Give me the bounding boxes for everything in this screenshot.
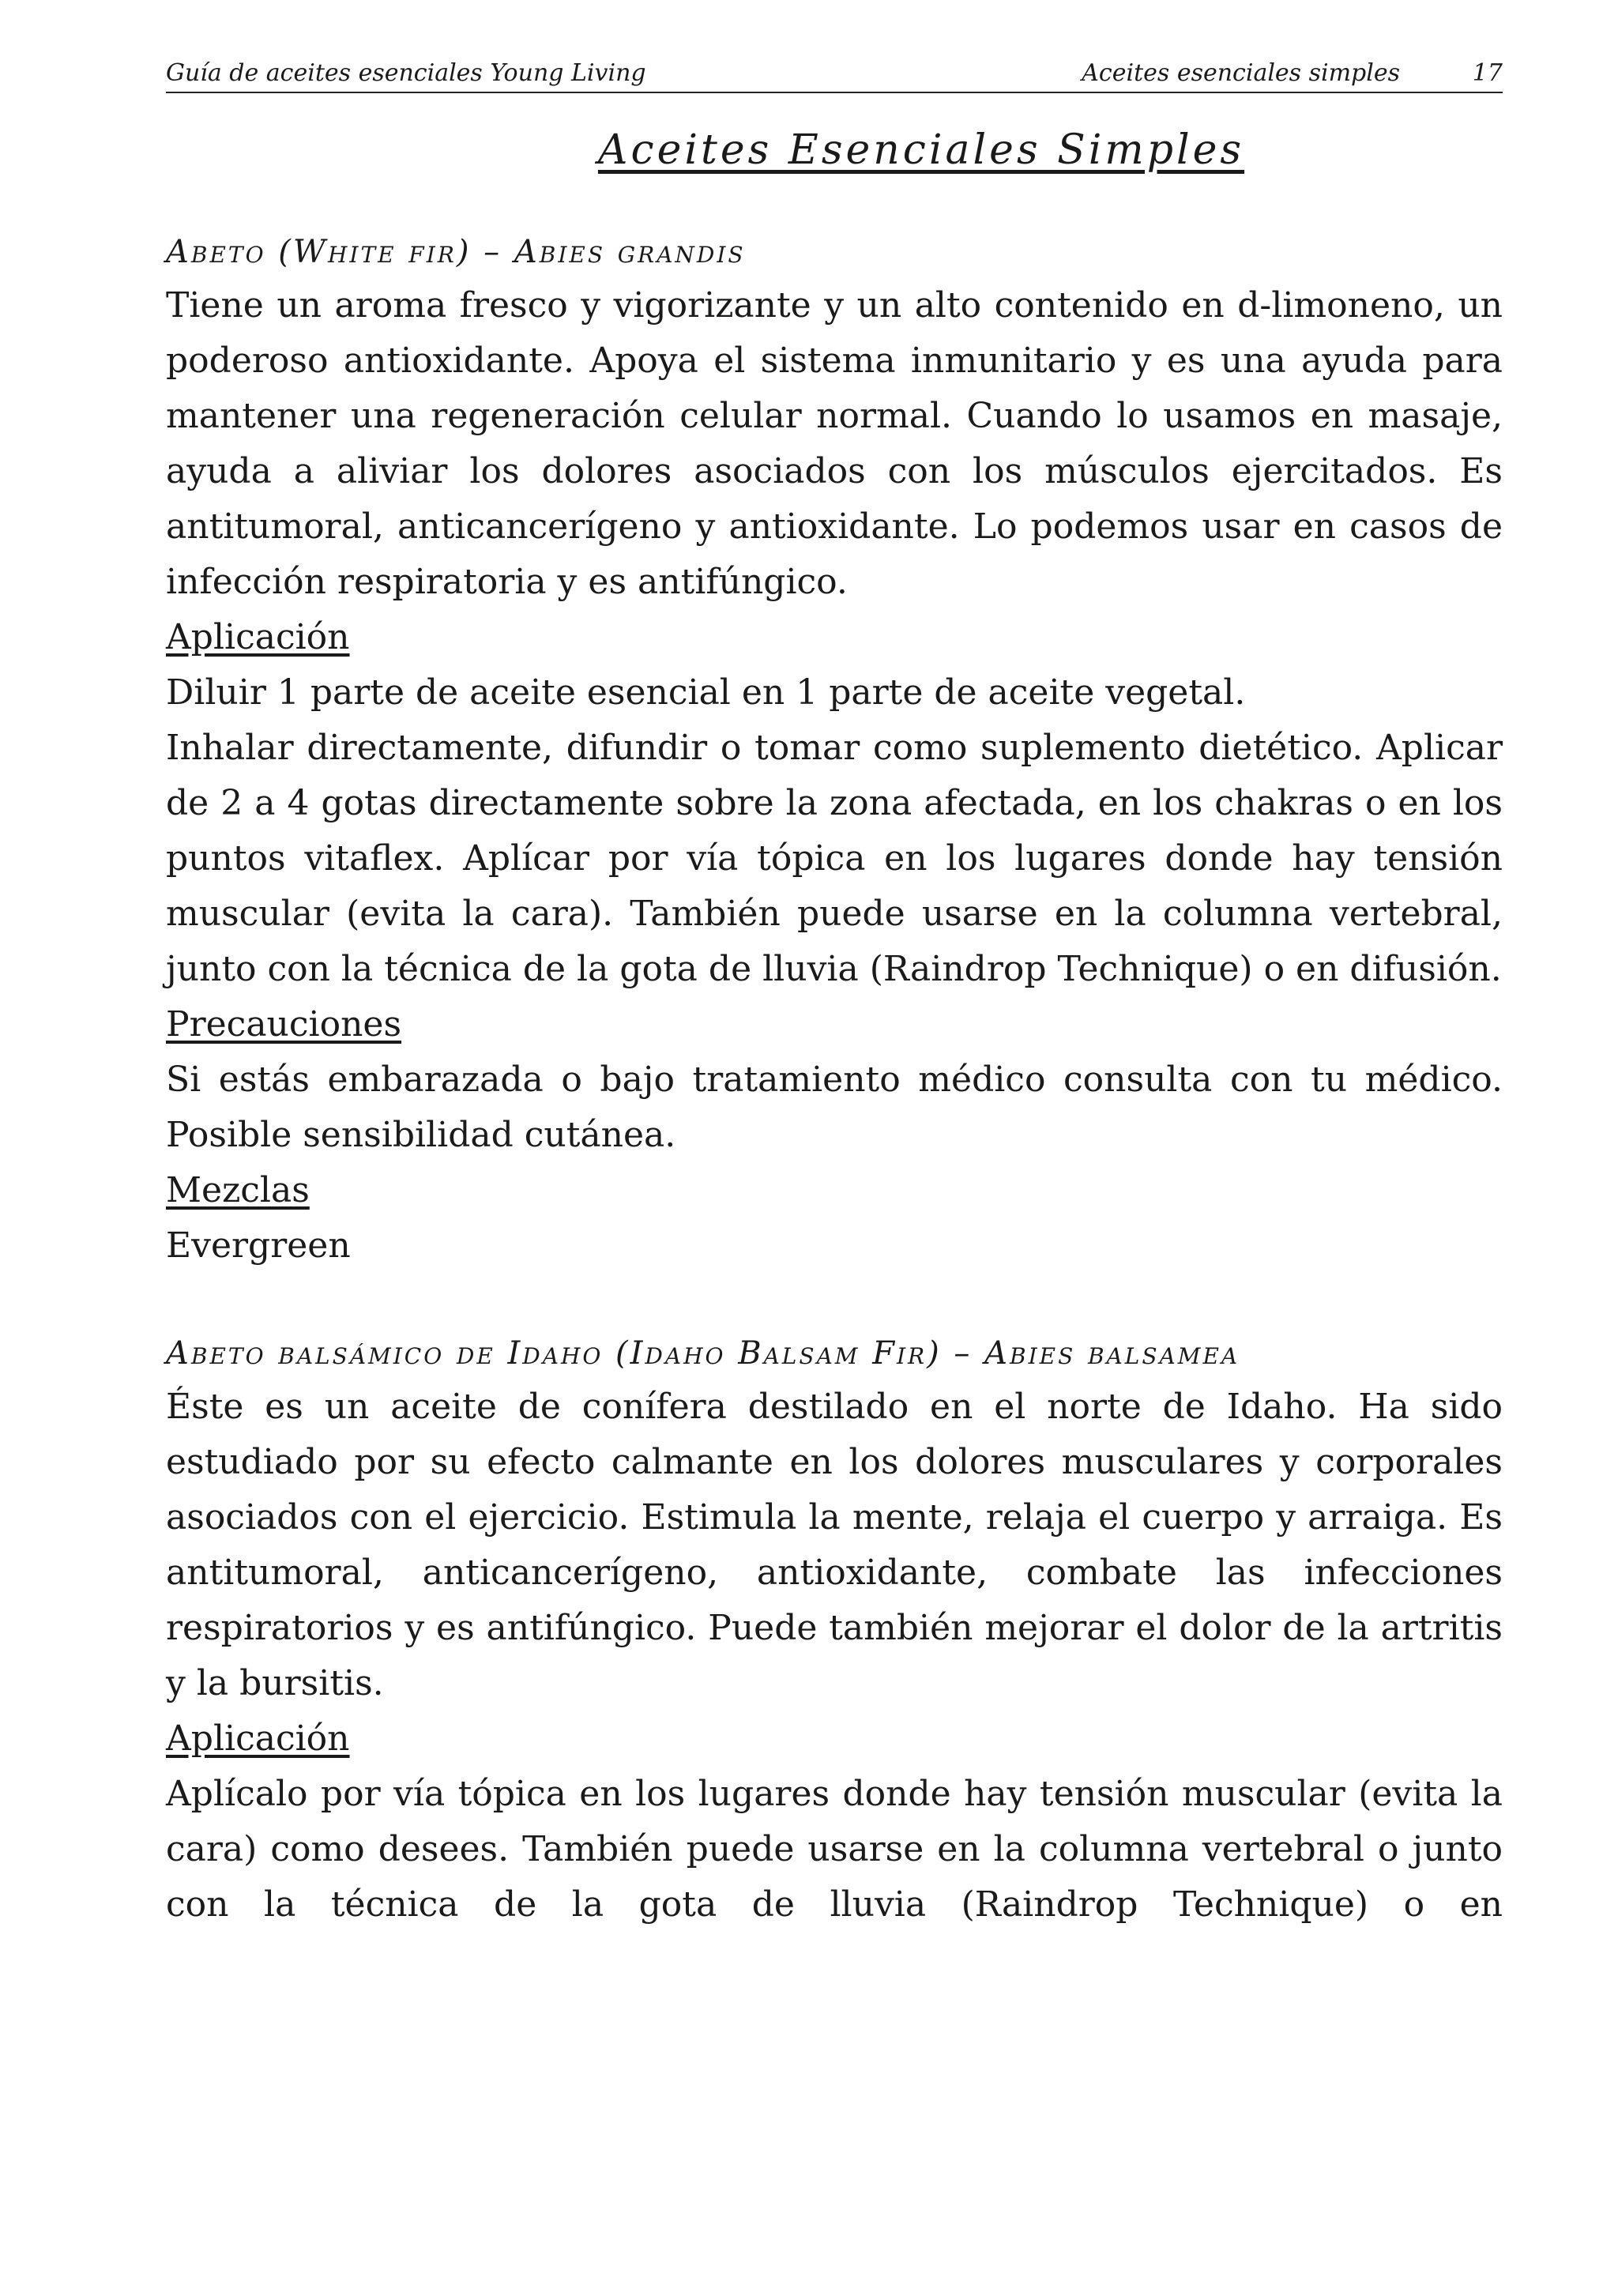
running-header bbox=[166, 55, 1503, 93]
entry-description: Éste es un aceite de conífera destilado en el norte de Idaho. Ha sido estudiado por su efecto calmante en los dolores musculares y corporales asociados con el ejercicio. Estimula la mente, relaja el cuerpo y arraiga. Es antitumoral, anticancerígeno, antioxidante, combate las infecciones respiratorios y es antifúngico. Puede también mejorar el dolor de la artritis y la bursitis. bbox=[166, 1387, 1503, 1703]
aplicacion-text-1: Aplícalo por vía tópica en los lugares donde hay tensión muscular (evita la cara) como desees. También puede usarse en la columna vertebral o junto con la técnica de la gota de lluvia (Raindrop Technique) o en bbox=[166, 1774, 1503, 1925]
header-section-title: Aceites esenciales simples bbox=[1082, 59, 1400, 87]
header-book-title: Guía de aceites esenciales Young Living bbox=[166, 59, 646, 87]
aplicacion-text-2: Inhalar directamente, difundir o tomar como suplemento dietético. Aplicar de 2 a 4 gotas directamente sobre la zona afectada, en los chakras o en los puntos vitaflex. Aplícar por vía tópica en los lugares donde hay tensión muscular (evita la cara). También puede usarse en la columna vertebral, junto con la técnica de la gota de lluvia (Raindrop Technique) o en difusión. bbox=[166, 728, 1503, 989]
oil-entry-abeto-balsamico bbox=[166, 1327, 1503, 1933]
aplicacion-subheading: Aplicación bbox=[166, 617, 350, 657]
aplicacion-text-1: Diluir 1 parte de aceite esencial en 1 parte de aceite vegetal. bbox=[166, 672, 1246, 713]
precauciones-subheading: Precauciones bbox=[166, 1004, 402, 1044]
entry-heading: Abeto balsámico de Idaho (Idaho Balsam Fir) – Abies balsamea bbox=[166, 1335, 1240, 1372]
document-page bbox=[166, 55, 1503, 1933]
aplicacion-subheading: Aplicación bbox=[166, 1718, 350, 1759]
oil-entry-abeto bbox=[166, 226, 1503, 1274]
page-number: 17 bbox=[1472, 59, 1503, 87]
mezclas-text: Evergreen bbox=[166, 1225, 351, 1266]
chapter-title: Aceites Esenciales Simples bbox=[597, 126, 1245, 174]
precauciones-text: Si estás embarazada o bajo tratamiento médico consulta con tu médico. Posible sensibilidad cutánea. bbox=[166, 1060, 1503, 1155]
entry-description: Tiene un aroma fresco y vigorizante y un alto contenido en d-limoneno, un poderoso antioxidante. Apoya el sistema inmunitario y es una ayuda para mantener una regeneración celular normal. Cuando lo usamos en masaje, ayuda a aliviar los dolores asociados con los músculos ejercitados. Es antitumoral, anticancerígeno y antioxidante. Lo podemos usar en casos de infección respiratoria y es antifúngico. bbox=[166, 285, 1503, 602]
entry-heading: Abeto (White fir) – Abies grandis bbox=[166, 234, 746, 270]
mezclas-subheading: Mezclas bbox=[166, 1170, 310, 1210]
